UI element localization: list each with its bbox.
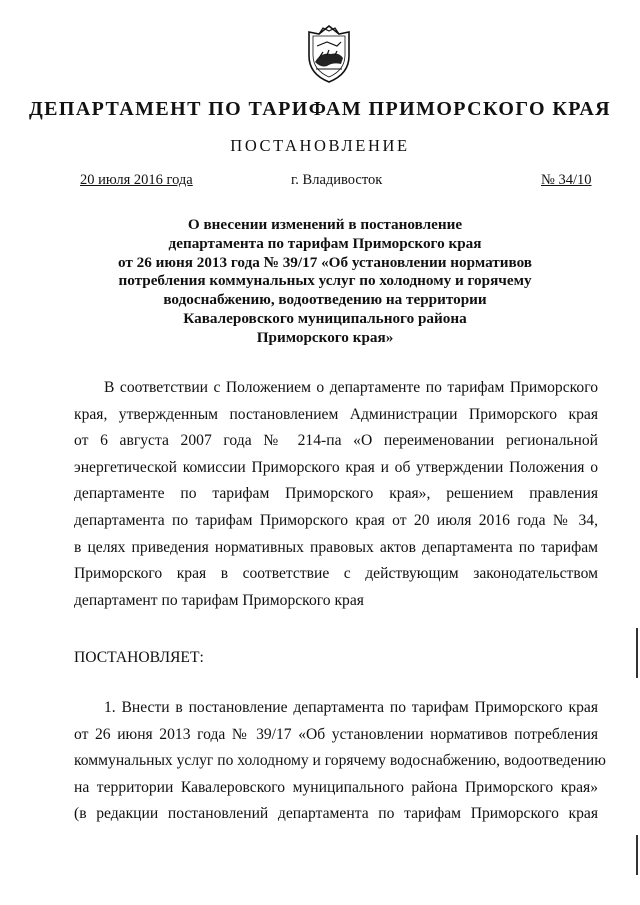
document-subject bbox=[90, 216, 560, 348]
paragraph-line: Приморского края в соответствие с действующим законодательством bbox=[74, 565, 598, 583]
document-date: 20 июля 2016 года bbox=[80, 172, 193, 188]
paragraph-line: на территории Кавалеровского муниципального района Приморского края» bbox=[74, 778, 598, 796]
paragraph-line: энергетической комиссии Приморского края и об утверждении Положения о bbox=[74, 458, 598, 476]
subject-line: департамента по тарифам Приморского края bbox=[168, 234, 482, 252]
subject-line: потребления коммунальных услуг по холодному и горячему bbox=[118, 272, 532, 290]
paragraph-line: края, утвержденным постановлением Администрации Приморского края bbox=[74, 405, 598, 423]
paragraph-line: департаменте по тарифам Приморского края», решением правления bbox=[74, 485, 598, 503]
scan-edge-mark bbox=[636, 835, 638, 875]
scan-edge-mark bbox=[636, 628, 638, 678]
paragraph-line: от 26 июня 2013 года № 39/17 «Об установлении нормативов потребления bbox=[74, 725, 598, 743]
item-1-paragraph bbox=[74, 695, 606, 828]
paragraph-line: от 6 августа 2007 года № 214-па «О переименовании региональной bbox=[74, 432, 598, 450]
document-number: № 34/10 bbox=[541, 172, 592, 188]
department-title: ДЕПАРТАМЕНТ ПО ТАРИФАМ ПРИМОРСКОГО КРАЯ bbox=[28, 98, 612, 120]
paragraph-line: в целях приведения нормативных правовых актов департамента по тарифам bbox=[74, 538, 598, 556]
resolves-heading: ПОСТАНОВЛЯЕТ: bbox=[74, 649, 204, 666]
subject-line: от 26 июня 2013 года № 39/17 «Об установлении нормативов bbox=[117, 253, 533, 271]
subject-line: водоснабжению, водоотведению на территории bbox=[163, 291, 487, 309]
subject-line: Приморского края» bbox=[256, 328, 394, 346]
paragraph-line: коммунальных услуг по холодному и горячему водоснабжению, водоотведению bbox=[74, 752, 606, 770]
paragraph-line: департамента по тарифам Приморского края от 20 июля 2016 года № 34, bbox=[74, 511, 598, 529]
subject-line: О внесении изменений в постановление bbox=[187, 216, 463, 233]
preamble-paragraph bbox=[74, 375, 598, 614]
document-type: ПОСТАНОВЛЕНИЕ bbox=[230, 136, 410, 155]
paragraph-line: (в редакции постановлений департамента по тарифам Приморского края bbox=[74, 805, 598, 823]
document-city: г. Владивосток bbox=[291, 172, 383, 188]
paragraph-line: департамент по тарифам Приморского края bbox=[74, 591, 364, 609]
paragraph-line: В соответствии с Положением о департаменте по тарифам Приморского bbox=[104, 379, 598, 396]
paragraph-line: 1. Внести в постановление департамента по тарифам Приморского края bbox=[104, 699, 598, 716]
coat-of-arms-icon bbox=[301, 22, 357, 84]
subject-line: Кавалеровского муниципального района bbox=[183, 309, 467, 327]
